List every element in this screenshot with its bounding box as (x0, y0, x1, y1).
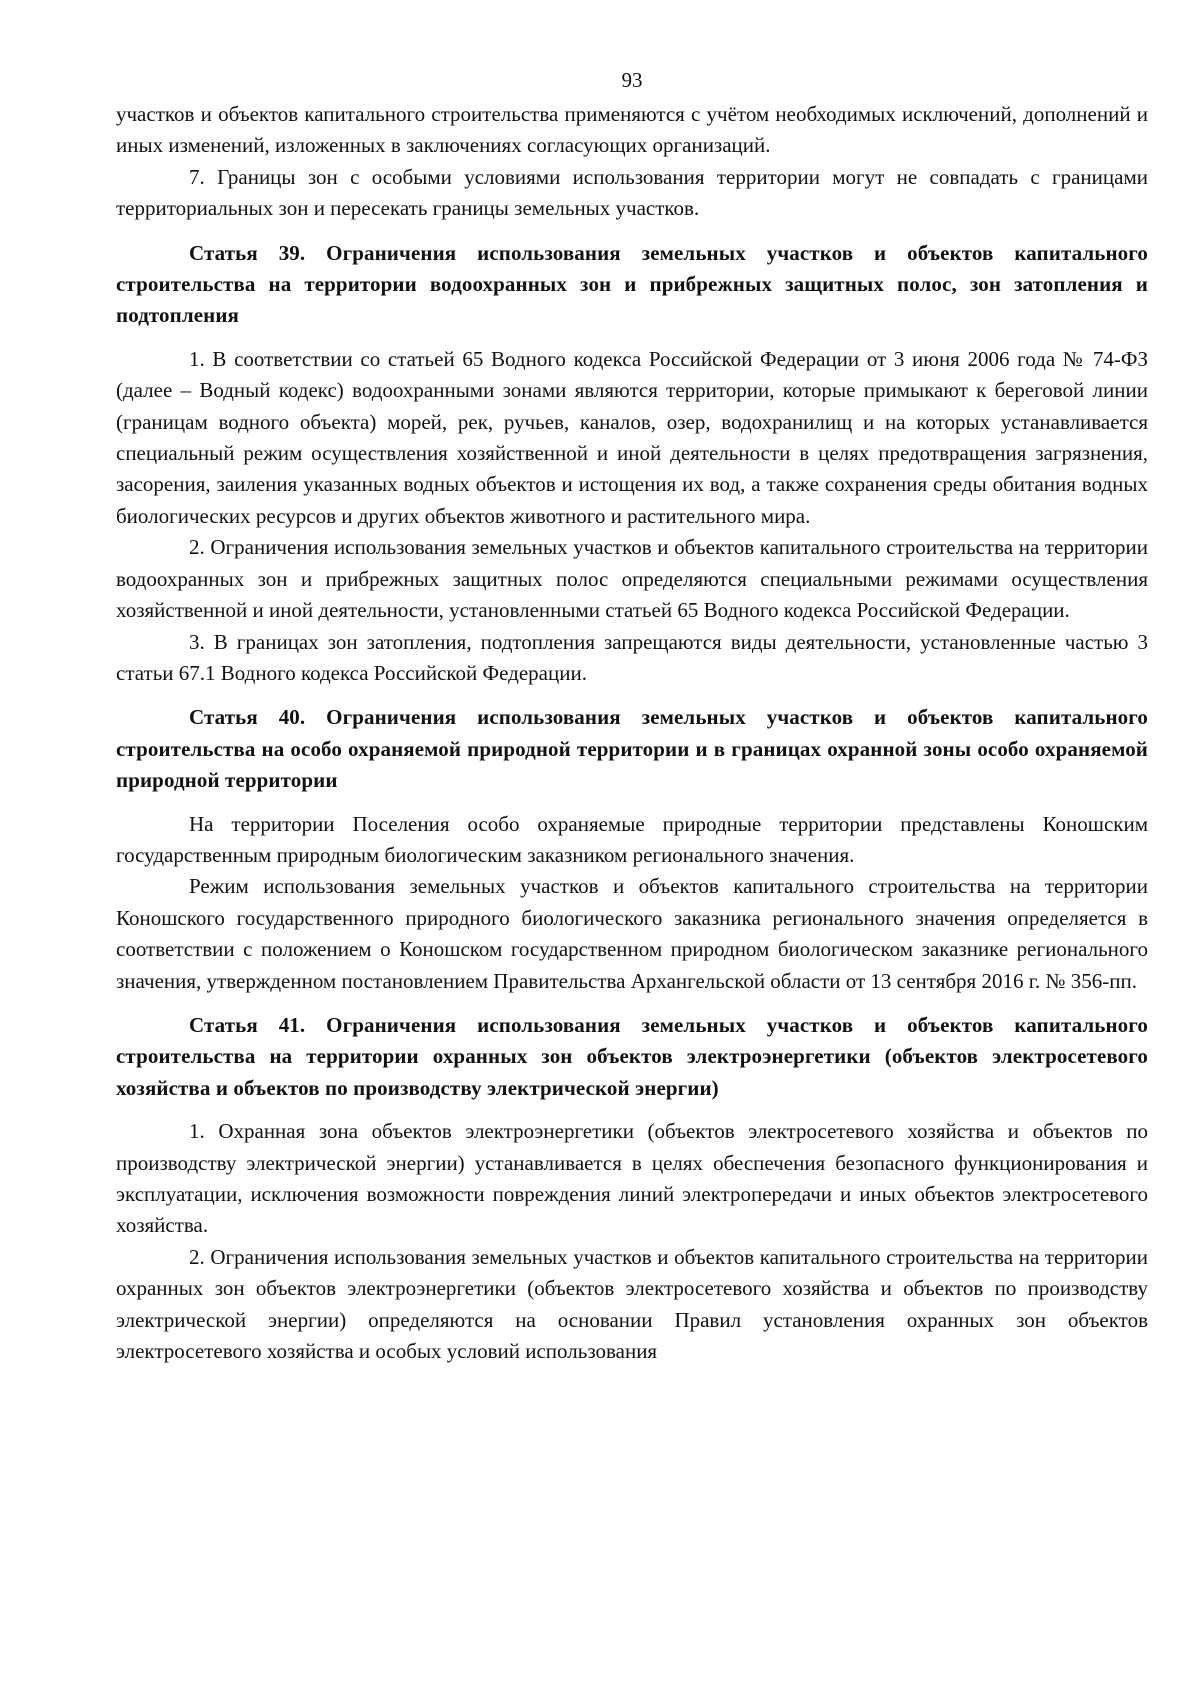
article-39-item-1: 1. В соответствии со статьей 65 Водного кодекса Российской Федерации от 3 июня 2006 года № 74-ФЗ (далее – Водный кодекс) водоохранными зонами являются территории, которые примыкают к береговой линии (границам водного объекта) морей, рек, ручьев, каналов, озер, водохранилищ и на которых устанавливается специальный режим осуществления хозяйственной и иной деятельности в целях предотвращения загрязнения, засорения, заиления указанных водных объектов и истощения их вод, а также сохранения среды обитания водных биологических ресурсов и других объектов животного и растительного мира. (116, 346, 1148, 528)
paragraph-7: 7. Границы зон с особыми условиями использования территории могут не совпадать с границами территориальных зон и пересекать границы земельных участков. (116, 164, 1148, 221)
article-40-paragraph-1: На территории Поселения особо охраняемые природные территории представлены Коношским государственным природным биологическим заказником регионального значения. (116, 811, 1148, 867)
article-41-item-1: 1. Охранная зона объектов электроэнергетики (объектов электросетевого хозяйства и объектов по производству электрической энергии) устанавливается в целях обеспечения безопасного функционирования и эксплуатации, исключения возможности повреждения линий электропередачи и иных объектов электросетевого хозяйства. (116, 1119, 1148, 1238)
article-41-item-2: 2. Ограничения использования земельных участков и объектов капитального строительства на территории охранных зон объектов электроэнергетики (объектов электросетевого хозяйства и объектов по производству электрической энергии) определяются на основании Правил установления охранных зон объектов электросетевого хозяйства и особых условий использования (116, 1244, 1148, 1364)
article-39-item-3: 3. В границах зон затопления, подтопления запрещаются виды деятельности, установленные частью 3 статьи 67.1 Водного кодекса Российской Федерации. (116, 629, 1148, 685)
paragraph-continuation: участков и объектов капитального строительства применяются с учётом необходимых исключений, дополнений и иных изменений, изложенных в заключениях согласующих организаций. (116, 102, 1148, 158)
article-40-paragraph-2: Режим использования земельных участков и объектов капитального строительства на территории Коношского государственного природного биологического заказника регионального значения определяется в соответствии с положением о Коношском государственном природном биологическом заказнике регионального значения, утвержденном постановлением Правительства Архангельской области от 13 сентября 2016 г. № 356-пп. (116, 874, 1148, 993)
article-41-heading: Статья 41. Ограничения использования земельных участков и объектов капитального строительства на территории охранных зон объектов электроэнергетики (объектов электросетевого хозяйства и объектов по производству электрической энергии) (116, 1012, 1148, 1100)
article-39-heading: Статья 39. Ограничения использования земельных участков и объектов капитального строительства на территории водоохранных зон и прибрежных защитных полос, зон затопления и подтопления (116, 240, 1148, 328)
article-40-heading: Статья 40. Ограничения использования земельных участков и объектов капитального строительства на особо охраняемой природной территории и в границах охранной зоны особо охраняемой природной территории (116, 705, 1148, 793)
page-number: 93 (621, 68, 643, 92)
article-39-item-2: 2. Ограничения использования земельных участков и объектов капитального строительства на территории водоохранных зон и прибрежных защитных полос определяются специальными режимами осуществления хозяйственной и иной деятельности, установленными статьей 65 Водного кодекса Российской Федерации. (116, 535, 1148, 623)
document-page (116, 66, 1148, 1367)
